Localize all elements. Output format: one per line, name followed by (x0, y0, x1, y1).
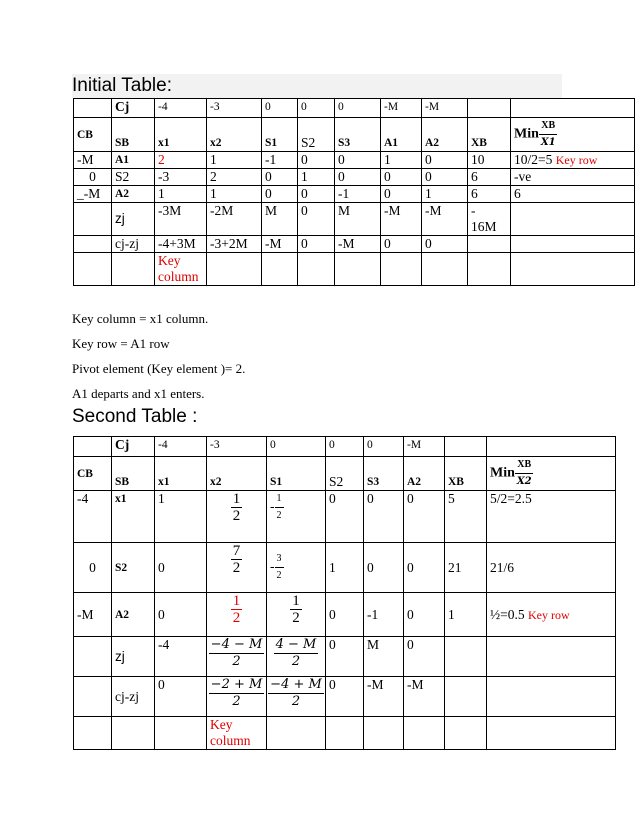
cell: -M (335, 236, 381, 253)
cell (468, 253, 511, 286)
cell: 5 (445, 491, 487, 543)
zj-xb-line1: - (471, 203, 476, 218)
cb-value: 0 (74, 543, 112, 593)
denominator: 2 (276, 510, 282, 521)
cell: 0 (267, 437, 326, 457)
denominator: 2 (232, 654, 241, 669)
zj-label: zj (112, 637, 155, 677)
x1-header: x1 (155, 457, 207, 491)
key-label: Key (210, 717, 233, 732)
min-ratio (511, 152, 635, 169)
cell: -3M (155, 203, 207, 236)
cell (511, 99, 635, 118)
cell: -4 (155, 637, 207, 677)
cell: 0 (404, 491, 445, 543)
fraction-cell (207, 637, 267, 677)
cell: 0 (155, 543, 207, 593)
header-row (74, 118, 635, 152)
cell: 0 (422, 152, 468, 169)
second-simplex-table (73, 436, 616, 750)
note-departs-enters: A1 departs and x1 enters. (72, 386, 205, 401)
note-key-row: Key row = A1 row (72, 336, 170, 351)
a1-header: A1 (381, 118, 422, 152)
cell (262, 253, 298, 286)
cell: 1 (445, 593, 487, 637)
key-label: Key (158, 253, 181, 268)
cb-value: -M (74, 152, 112, 169)
cell (487, 677, 616, 717)
cj-zj-row (74, 236, 635, 253)
pivot-element: 2 (155, 152, 207, 169)
cell: -4+3M (155, 236, 207, 253)
min-label: Min (514, 126, 539, 142)
sign: - (270, 558, 275, 574)
cj-row (74, 437, 616, 457)
zj-label: zj (112, 203, 155, 236)
a2-header: A2 (422, 118, 468, 152)
cell (74, 203, 112, 236)
cell (468, 203, 511, 236)
cell (445, 637, 487, 677)
note-pivot-element: Pivot element (Key element )= 2. (72, 361, 246, 376)
numerator: 1 (292, 593, 300, 609)
cell: 0 (422, 236, 468, 253)
cell: 1 (155, 491, 207, 543)
table-row (74, 491, 616, 543)
min-numerator: XB (539, 118, 557, 135)
cell: 0 (262, 99, 298, 118)
cell: -M (262, 236, 298, 253)
cb-value: _-M (74, 186, 112, 203)
numerator: 3 (275, 551, 284, 568)
sb-value: A1 (112, 152, 155, 169)
cell: -4 (155, 437, 207, 457)
sb-value: x1 (112, 491, 155, 543)
cell: 0 (298, 203, 335, 236)
cell: -M (381, 99, 422, 118)
cell: 1 (422, 186, 468, 203)
cell (487, 637, 616, 677)
cell: 0 (404, 637, 445, 677)
cell (74, 637, 112, 677)
cell: -M (422, 203, 468, 236)
cell: M (335, 203, 381, 236)
cell: 0 (326, 437, 364, 457)
cell (155, 717, 207, 750)
cell: -1 (335, 186, 381, 203)
fraction-cell (267, 637, 326, 677)
cell: 0 (404, 593, 445, 637)
cell: 21 (445, 543, 487, 593)
cell (445, 437, 487, 457)
table-row (74, 169, 635, 186)
cell: 0 (155, 677, 207, 717)
numerator: 1 (275, 491, 284, 508)
min-fraction (515, 457, 534, 490)
x2-header: x2 (207, 457, 267, 491)
numerator: −4 + M (270, 677, 322, 692)
x2-header: x2 (207, 118, 262, 152)
cj-zj-row (74, 677, 616, 717)
second-table-heading: Second Table : (72, 406, 198, 427)
cell: -3 (207, 437, 267, 457)
min-ratio-header (487, 457, 616, 491)
key-column-row (74, 253, 635, 286)
min-ratio: 6 (511, 186, 635, 203)
key-column-label (155, 253, 207, 286)
cell: 1 (207, 152, 262, 169)
cell: 0 (298, 99, 335, 118)
table-row (74, 593, 616, 637)
cell: 1 (155, 186, 207, 203)
cell: 0 (326, 593, 364, 637)
cj-label: Cj (112, 437, 155, 457)
cell: 0 (326, 677, 364, 717)
numerator: −2 + M (210, 677, 263, 692)
cell: 0 (422, 169, 468, 186)
cell: 0 (335, 152, 381, 169)
s2-header: S2 (298, 118, 335, 152)
min-ratio: -ve (511, 169, 635, 186)
cell: 6 (468, 186, 511, 203)
cell: 0 (364, 437, 404, 457)
cell: 0 (326, 637, 364, 677)
sb-value: S2 (112, 169, 155, 186)
numerator: 7 (232, 543, 241, 559)
cell: -M (381, 203, 422, 236)
denominator: 2 (276, 570, 282, 581)
cj-label: Cj (112, 99, 155, 118)
cell: -1 (364, 593, 404, 637)
s3-header: S3 (364, 457, 404, 491)
min-ratio: 5/2=2.5 (487, 491, 616, 543)
cb-header: CB (74, 118, 112, 152)
pivot-element (207, 593, 267, 637)
fraction (268, 677, 324, 710)
cell (511, 236, 635, 253)
min-numerator: XB (515, 457, 533, 474)
cell: M (364, 637, 404, 677)
cell: 1 (381, 152, 422, 169)
cell (74, 717, 112, 750)
fraction (231, 543, 243, 576)
cell (112, 253, 155, 286)
denominator: 2 (232, 560, 241, 576)
cell (74, 253, 112, 286)
fraction (290, 593, 302, 626)
cell: 0 (155, 593, 207, 637)
cell (364, 717, 404, 750)
cell (511, 203, 635, 236)
cell: M (262, 203, 298, 236)
cb-header: CB (74, 457, 112, 491)
fraction (209, 637, 265, 670)
min-label: Min (490, 465, 515, 481)
table-row (74, 152, 635, 169)
fraction-cell (267, 593, 326, 637)
cell (298, 253, 335, 286)
zj-row (74, 203, 635, 236)
initial-table-heading: Initial Table: (72, 74, 562, 98)
cell (74, 677, 112, 717)
min-denominator: X2 (516, 476, 532, 487)
initial-simplex-table (73, 98, 635, 286)
sb-header: SB (112, 118, 155, 152)
fraction (231, 491, 243, 524)
numerator: 1 (232, 593, 241, 609)
cell: 0 (326, 491, 364, 543)
cell (468, 99, 511, 118)
cell: -2M (207, 203, 262, 236)
min-ratio: 21/6 (487, 543, 616, 593)
fraction-cell (207, 677, 267, 717)
cell: 0 (381, 169, 422, 186)
cell: 1 (298, 169, 335, 186)
cell (445, 717, 487, 750)
cell (74, 99, 112, 118)
ratio-value: 10/2=5 (514, 152, 553, 167)
s1-header: S1 (262, 118, 298, 152)
s2-header: S2 (326, 457, 364, 491)
cell (267, 717, 326, 750)
key-row-label: Key row (528, 607, 570, 622)
table-row (74, 186, 635, 203)
cell: 0 (364, 543, 404, 593)
xb-header: XB (445, 457, 487, 491)
s3-header: S3 (335, 118, 381, 152)
denominator: 2 (232, 694, 241, 709)
denominator: 2 (232, 508, 241, 524)
cell (74, 236, 112, 253)
note-key-column: Key column = x1 column. (72, 311, 209, 326)
numerator: 4 − M (275, 637, 317, 652)
cell (326, 717, 364, 750)
cell: 0 (381, 186, 422, 203)
cell: -M (364, 677, 404, 717)
fraction-cell (207, 491, 267, 543)
fraction-cell (267, 543, 326, 593)
zj-xb-line2: 16M (471, 219, 497, 234)
numerator: −4 − M (210, 637, 263, 652)
cell: -M (422, 99, 468, 118)
cell (487, 437, 616, 457)
cell (404, 717, 445, 750)
fraction (275, 551, 284, 584)
cell: -3 (155, 169, 207, 186)
cell: 0 (404, 543, 445, 593)
ratio-value: ½=0.5 (490, 606, 525, 622)
min-fraction (539, 118, 558, 151)
fraction-cell (207, 543, 267, 593)
cell (511, 253, 635, 286)
cell: 1 (326, 543, 364, 593)
cell: 0 (298, 152, 335, 169)
column-label: column (210, 733, 251, 748)
cell: -M (404, 677, 445, 717)
cell: -1 (262, 152, 298, 169)
cell (445, 677, 487, 717)
denominator: 2 (292, 610, 300, 626)
fraction (209, 677, 265, 710)
denominator: 2 (291, 654, 301, 669)
cell: 0 (364, 491, 404, 543)
min-denominator: X1 (540, 137, 556, 148)
fraction (274, 637, 319, 670)
cj-row (74, 99, 635, 118)
cell: 0 (262, 169, 298, 186)
cell (74, 437, 112, 457)
cell (207, 253, 262, 286)
fraction-cell (267, 491, 326, 543)
column-label: column (158, 269, 199, 284)
key-column-label (207, 717, 267, 750)
cell (422, 253, 468, 286)
cell (112, 717, 155, 750)
cb-value: -M (74, 593, 112, 637)
cell: 6 (468, 169, 511, 186)
cell: 0 (335, 169, 381, 186)
cell: 0 (298, 186, 335, 203)
fraction (275, 491, 284, 524)
sb-value: A2 (112, 593, 155, 637)
cell (381, 253, 422, 286)
numerator: 1 (232, 491, 241, 507)
fraction-cell (267, 677, 326, 717)
sign: - (270, 498, 275, 514)
cell: 1 (207, 186, 262, 203)
cell: 0 (298, 236, 335, 253)
cell (468, 236, 511, 253)
cell: 0 (335, 99, 381, 118)
fraction (231, 593, 243, 626)
cell: 10 (468, 152, 511, 169)
key-column-row (74, 717, 616, 750)
denominator: 2 (291, 694, 301, 709)
cell: -4 (155, 99, 207, 118)
denominator: 2 (232, 610, 241, 626)
s1-header: S1 (267, 457, 326, 491)
sb-header: SB (112, 457, 155, 491)
cell: -3 (207, 99, 262, 118)
zj-row (74, 637, 616, 677)
cell: -3+2M (207, 236, 262, 253)
min-ratio (487, 593, 616, 637)
cj-zj-label: cj-zj (112, 677, 155, 717)
cb-value: -4 (74, 491, 112, 543)
min-ratio-header (511, 118, 635, 152)
cell (335, 253, 381, 286)
key-row-label: Key row (555, 153, 598, 167)
cell: 0 (381, 236, 422, 253)
cj-zj-label: cj-zj (112, 236, 155, 253)
cell: 0 (262, 186, 298, 203)
sb-value: A2 (112, 186, 155, 203)
x1-header: x1 (155, 118, 207, 152)
table-row (74, 543, 616, 593)
cell: 2 (207, 169, 262, 186)
xb-header: XB (468, 118, 511, 152)
sb-value: S2 (112, 543, 155, 593)
cell: -M (404, 437, 445, 457)
header-row (74, 457, 616, 491)
cell (487, 717, 616, 750)
a2-header: A2 (404, 457, 445, 491)
cb-value: 0 (74, 169, 112, 186)
